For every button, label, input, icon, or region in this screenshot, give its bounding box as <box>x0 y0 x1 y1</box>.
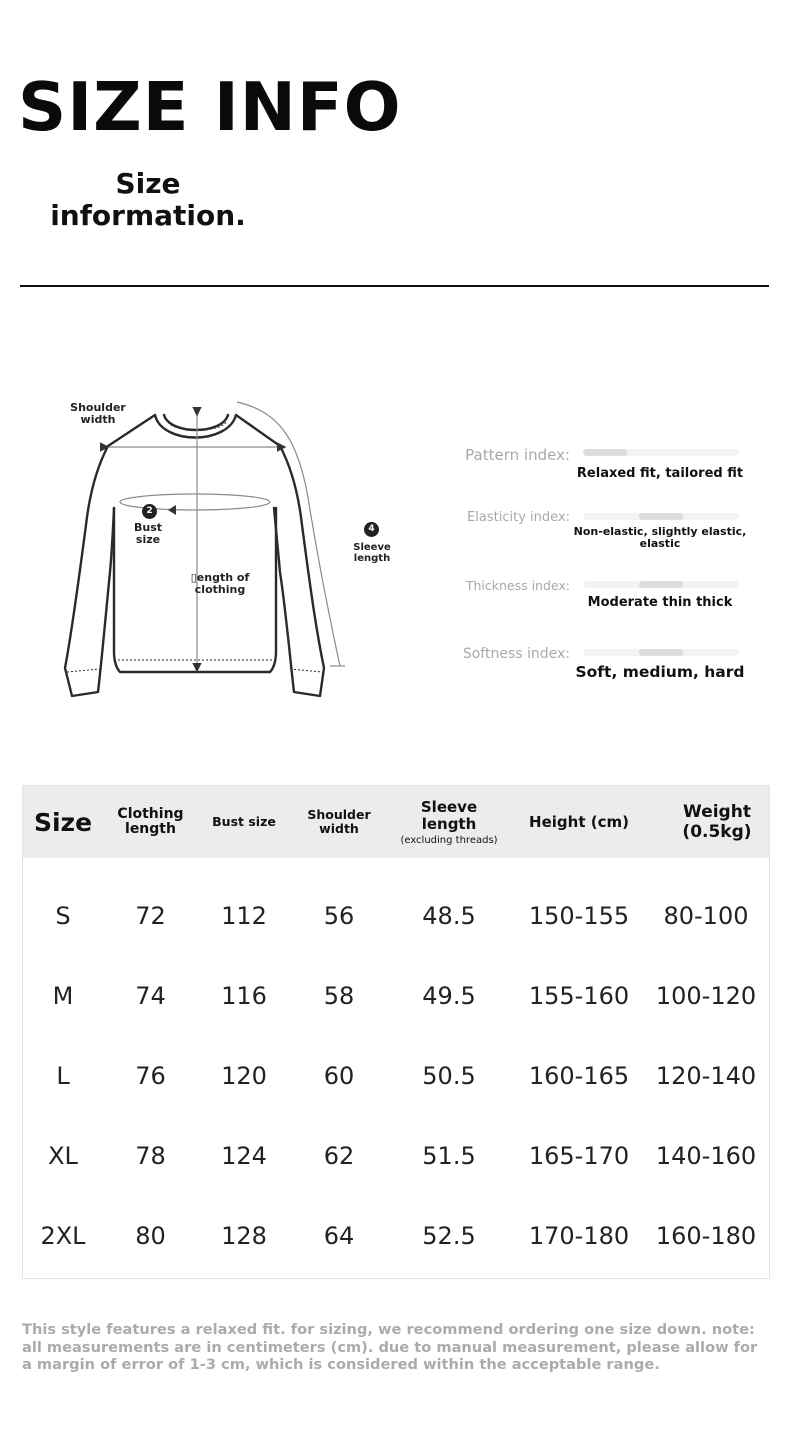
thickness-index-track <box>583 581 739 588</box>
cell-weight: 80-100 <box>663 902 749 930</box>
header-weight-line-1: Weight <box>683 802 751 822</box>
cell-height: 170-180 <box>528 1222 630 1250</box>
shoulder-width-label-line-2: width <box>80 413 116 426</box>
cell-shoulder-width: 60 <box>323 1062 355 1090</box>
header-height-text: Height (cm) <box>529 812 629 831</box>
cell-sleeve-length: 51.5 <box>422 1142 476 1170</box>
elasticity-index-value <box>570 526 750 550</box>
header-height <box>510 786 648 858</box>
cell-bust-size: 120 <box>221 1062 267 1090</box>
table-row <box>23 956 769 1036</box>
cell-shoulder-width: 64 <box>323 1222 355 1250</box>
shoulder-width-label-line-1: Shoulder <box>70 401 126 414</box>
cell-height: 150-155 <box>528 902 630 930</box>
header-size-text: Size <box>33 807 93 837</box>
cell-sleeve-length: 50.5 <box>422 1062 476 1090</box>
header-shoulder-width-line-1: Shoulder <box>307 807 371 822</box>
pattern-index-label: Pattern index: <box>465 446 570 464</box>
subtitle-line-1: Size <box>115 167 181 200</box>
elasticity-index-track <box>583 513 739 520</box>
cell-bust-size: 116 <box>221 982 267 1010</box>
softness-index-label: Softness index: <box>462 646 570 662</box>
garment-diagram <box>40 390 420 710</box>
thickness-index-row <box>440 574 760 624</box>
pattern-index-track <box>583 449 739 456</box>
cell-height: 160-165 <box>528 1062 630 1090</box>
softness-index-marker <box>639 649 683 656</box>
header-sleeve-length-line-1: Sleeve <box>420 797 478 816</box>
cell-weight: 100-120 <box>655 982 757 1010</box>
cell-clothing-length: 80 <box>135 1222 166 1250</box>
divider <box>20 285 769 287</box>
cell-shoulder-width: 62 <box>323 1142 355 1170</box>
header-sleeve-length-note: (excluding threads) <box>400 834 498 846</box>
cell-size: M <box>52 982 74 1010</box>
bust-size-label-line-1: Bust <box>133 521 163 534</box>
sleeve-number-badge: 4 <box>364 522 379 537</box>
cell-height: 155-160 <box>528 982 630 1010</box>
header-weight-line-2: (0.5kg) <box>682 822 752 842</box>
cell-weight: 140-160 <box>655 1142 757 1170</box>
cell-bust-size: 124 <box>221 1142 267 1170</box>
cell-clothing-length: 72 <box>135 902 166 930</box>
header-sleeve-length <box>388 786 510 858</box>
bust-size-label <box>128 522 168 546</box>
cell-bust-size: 128 <box>221 1222 267 1250</box>
softness-index-track <box>583 649 739 656</box>
bust-size-label-line-2: size <box>135 533 161 546</box>
header-weight <box>648 786 786 858</box>
bust-number-badge: 2 <box>142 504 157 519</box>
clothing-length-label-line-1: ▯ength of <box>190 571 250 584</box>
pattern-index-row <box>440 442 760 492</box>
elasticity-index-value-line-2: elastic <box>639 537 681 550</box>
cell-clothing-length: 74 <box>135 982 166 1010</box>
cell-size: S <box>55 902 71 930</box>
header-bust-size <box>198 786 290 858</box>
header-shoulder-width <box>290 786 388 858</box>
pattern-index-value: Relaxed fit, tailored fit <box>576 466 744 481</box>
sleeve-length-label-line-1: Sleeve <box>353 542 391 553</box>
header-clothing-length <box>103 786 198 858</box>
shoulder-width-label <box>58 402 138 426</box>
table-row <box>23 1036 769 1116</box>
cell-shoulder-width: 56 <box>323 902 355 930</box>
table-row <box>23 876 769 956</box>
elasticity-index-marker <box>639 513 683 520</box>
header-bust-size-text: Bust size <box>212 814 276 829</box>
header-clothing-length-line-1: Clothing <box>117 806 184 822</box>
clothing-length-label-line-2: clothing <box>194 583 246 596</box>
cell-height: 165-170 <box>528 1142 630 1170</box>
sizing-note: This style features a relaxed fit. for sizing, we recommend ordering one size down. note: all measurements are in centimeters (cm). due to manual measurement, please allow for a margin of error of 1-3 cm, which is considered within the acceptable range. <box>22 1321 758 1373</box>
cell-size: 2XL <box>40 1222 86 1250</box>
header-sleeve-length-line-2: length <box>421 814 477 833</box>
elasticity-index-value-line-1: Non-elastic, slightly elastic, <box>573 525 747 538</box>
softness-index-value: Soft, medium, hard <box>575 663 745 681</box>
subtitle-line-2: information. <box>50 199 246 232</box>
cell-weight: 160-180 <box>655 1222 757 1250</box>
size-table <box>22 785 770 1279</box>
page-title: SIZE INFO <box>18 68 402 146</box>
cell-bust-size: 112 <box>221 902 267 930</box>
elasticity-index-row <box>440 506 760 556</box>
thickness-index-label: Thickness index: <box>465 578 570 593</box>
header-shoulder-width-line-2: width <box>319 821 359 836</box>
softness-index-row <box>440 642 760 692</box>
thickness-index-marker <box>639 581 683 588</box>
cell-size: XL <box>48 1142 78 1170</box>
page-subtitle <box>20 168 276 232</box>
thickness-index-value: Moderate thin thick <box>587 595 733 610</box>
sleeve-length-label-line-2: length <box>353 553 391 564</box>
cell-clothing-length: 76 <box>135 1062 166 1090</box>
table-row <box>23 1116 769 1196</box>
pattern-index-marker <box>583 449 627 456</box>
cell-shoulder-width: 58 <box>323 982 355 1010</box>
cell-sleeve-length: 49.5 <box>422 982 476 1010</box>
header-size <box>23 786 103 858</box>
cell-sleeve-length: 48.5 <box>422 902 476 930</box>
clothing-length-label <box>180 572 260 596</box>
cell-size: L <box>56 1062 70 1090</box>
cell-clothing-length: 78 <box>135 1142 166 1170</box>
table-header <box>23 786 769 858</box>
cell-sleeve-length: 52.5 <box>422 1222 476 1250</box>
table-row <box>23 1196 769 1276</box>
header-clothing-length-line-2: length <box>125 821 176 837</box>
elasticity-index-label: Elasticity index: <box>467 510 570 525</box>
cell-weight: 120-140 <box>655 1062 757 1090</box>
sleeve-length-label <box>347 542 397 564</box>
